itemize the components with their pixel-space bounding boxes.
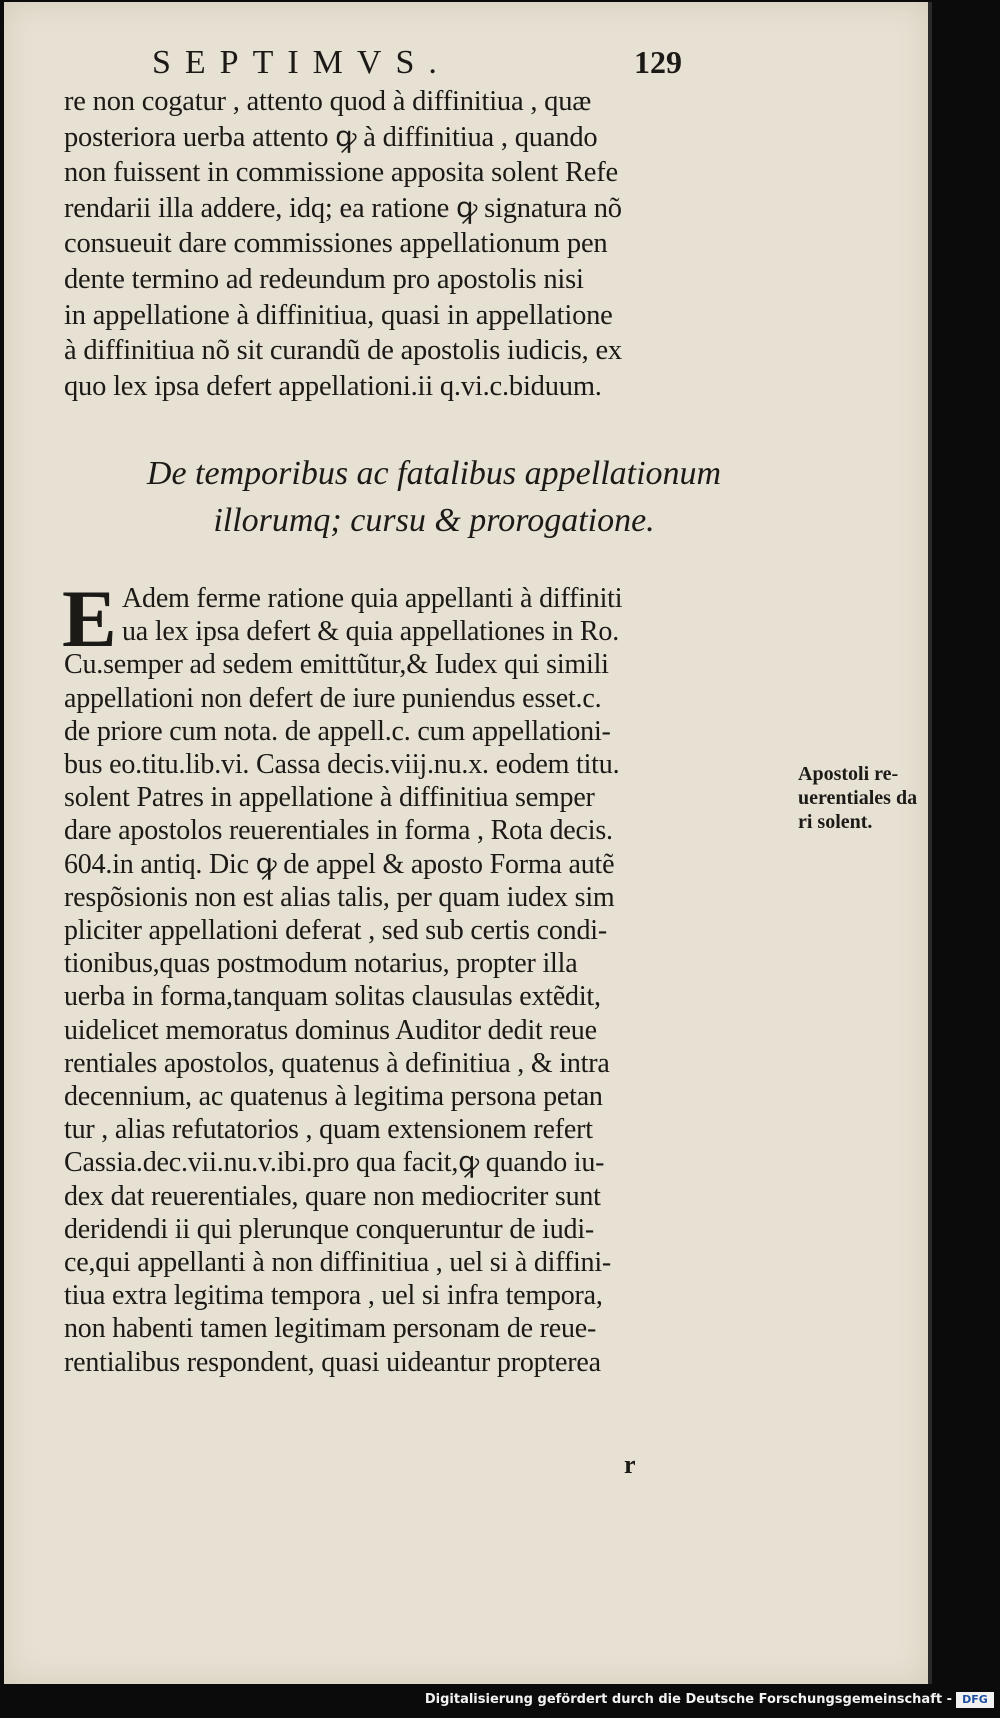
marginal-note-line: ri solent.	[798, 811, 873, 833]
text-line: rendarii illa addere, idq; ea ratione ꝙ signatura nõ	[64, 192, 622, 224]
running-title: SEPTIMVS.	[152, 44, 451, 81]
text-line: rentialibus respondent, quasi uideantur propterea	[64, 1346, 601, 1378]
text-line: ce,qui appellanti à non diffinitiua , uel si à diffini-	[64, 1247, 612, 1279]
text-line: tur , alias refutatorios , quam extensionem refert	[64, 1114, 593, 1146]
dfg-logo-icon: DFG	[956, 1692, 994, 1708]
text-line: deridendi ii qui plerunque conqueruntur de iudi-	[64, 1213, 595, 1245]
text-line: non fuissent in commissione apposita solent Refe	[64, 157, 618, 189]
funding-credit: Digitalisierung gefördert durch die Deutsche Forschungsgemeinschaft -	[424, 1692, 952, 1707]
book-page	[4, 2, 932, 1684]
text-line: rentiales apostolos, quatenus à definitiua , & intra	[64, 1047, 610, 1079]
text-line: solent Patres in appellatione à diffinitiua semper	[64, 782, 595, 814]
paragraph-2	[62, 573, 804, 1379]
text-line: à diffinitiua nõ sit curandũ de apostolis iudicis, ex	[64, 335, 622, 367]
signature-mark: r	[624, 1450, 636, 1479]
heading-line: De temporibus ac fatalibus appellationum	[146, 455, 722, 492]
marginal-note	[798, 762, 948, 834]
marginal-note-line: Apostoli re-	[798, 763, 899, 785]
text-line: uidelicet memoratus dominus Auditor dedit reue	[64, 1014, 597, 1046]
text-line: in appellatione à diffinitiua, quasi in appellatione	[64, 299, 613, 331]
running-head	[4, 40, 744, 80]
text-line: uerba in forma,tanquam solitas clausulas extẽdit,	[64, 981, 601, 1013]
paragraph-1	[64, 84, 804, 404]
marginal-note-line: uerentiales da	[798, 787, 918, 809]
text-line: ua lex ipsa defert & quia appellationes in Ro.	[122, 616, 619, 648]
footer-bar	[0, 1684, 1000, 1718]
text-line: Cu.semper ad sedem emittũtur,& Iudex qui simili	[64, 649, 609, 681]
text-line: quo lex ipsa defert appellationi.ii q.vi.c.biduum.	[64, 370, 602, 402]
text-line: appellationi non defert de iure puniendus esset.c.	[64, 682, 602, 714]
text-line: de priore cum nota. de appell.c. cum appellationi-	[64, 715, 611, 747]
text-line: dente termino ad redeundum pro apostolis nisi	[64, 263, 584, 295]
text-line: tiua extra legitima tempora , uel si infra tempora,	[64, 1280, 603, 1312]
section-heading	[64, 450, 804, 544]
text-line: 604.in antiq. Dic ꝙ de appel & aposto Forma autẽ	[64, 848, 615, 880]
page-number: 129	[634, 44, 682, 80]
text-line: re non cogatur , attento quod à diffinitiua , quæ	[64, 86, 592, 117]
text-line: dare apostolos reuerentiales in forma , Rota decis.	[64, 815, 613, 847]
text-line: Adem ferme ratione quia appellanti à diffiniti	[122, 583, 623, 614]
text-line: dex dat reuerentiales, quare non mediocriter sunt	[64, 1180, 601, 1212]
text-line: respõsionis non est alias talis, per quam iudex sim	[64, 881, 615, 913]
text-line: bus eo.titu.lib.vi. Cassa decis.viij.nu.x. eodem titu.	[64, 749, 620, 781]
text-line: non habenti tamen legitimam personam de reue-	[64, 1313, 597, 1345]
text-line: tionibus,quas postmodum notarius, propter illa	[64, 948, 578, 980]
text-line: pliciter appellationi deferat , sed sub certis condi-	[64, 915, 607, 947]
text-line: Cassia.dec.vii.nu.v.ibi.pro qua facit,ꝙ quando iu-	[64, 1147, 605, 1179]
drop-capital: E	[62, 573, 117, 664]
text-line: decennium, ac quatenus à legitima persona petan	[64, 1081, 603, 1113]
text-line: consueuit dare commissiones appellationum pen	[64, 228, 608, 260]
text-line: posteriora uerba attento ꝙ à diffinitiua , quando	[64, 121, 598, 153]
heading-line: illorumq; cursu & prorogatione.	[213, 502, 655, 539]
